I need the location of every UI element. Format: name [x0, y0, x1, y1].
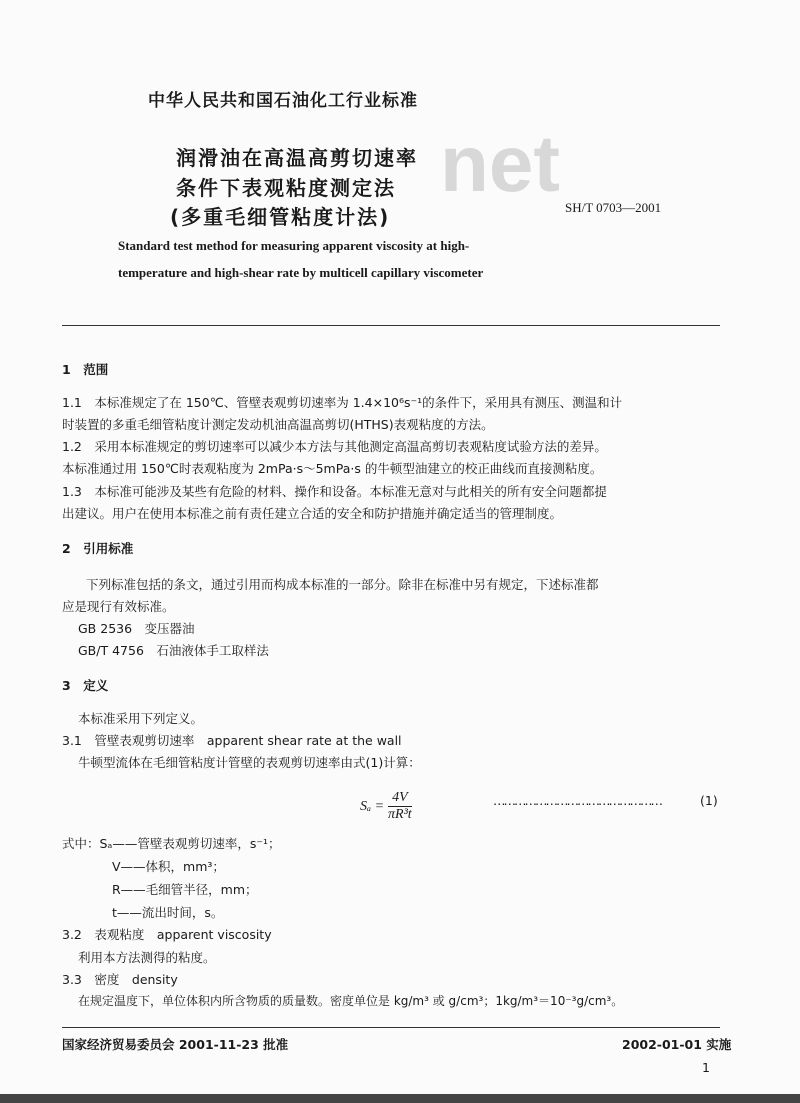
para: 1.1 本标准规定了在 150℃、管壁表观剪切速率为 1.4×10⁶s⁻¹的条件下，采用具有测压、测温和计 [62, 395, 623, 410]
title-line-2: 条件下表观粘度测定法 [176, 176, 396, 200]
formula-numerator: 4V [388, 790, 412, 807]
section-3-heading: 3 定义 [62, 678, 109, 693]
para: 牛顿型流体在毛细管粘度计管壁的表观剪切速率由式(1)计算： [78, 755, 421, 770]
divider [62, 325, 720, 326]
para: 出建议。用户在使用本标准之前有责任建立合适的安全和防护措施并确定适当的管理制度。 [62, 506, 563, 521]
standard-code: SH/T 0703—2001 [565, 200, 662, 215]
definition-heading: 3.3 密度 density [62, 972, 178, 987]
variable-def: 式中：Sₐ——管壁表观剪切速率，s⁻¹； [62, 836, 281, 851]
reference: GB 2536 变压器油 [78, 621, 195, 636]
formula-number: (1) [700, 793, 718, 808]
page-number: 1 [702, 1060, 710, 1075]
para: 应是现行有效标准。 [62, 599, 175, 614]
formula-denominator: πR³t [388, 807, 412, 822]
section-1-heading: 1 范围 [62, 362, 109, 377]
fraction [388, 790, 412, 823]
variable-def: R——毛细管半径，mm； [112, 882, 258, 897]
para: 利用本方法测得的粘度。 [78, 950, 216, 965]
title-line-3: (多重毛细管粘度计法) [170, 205, 391, 229]
definition-heading: 3.2 表观粘度 apparent viscosity [62, 927, 272, 942]
formula-lhs: Sₐ = [360, 798, 385, 814]
scan-edge [0, 1094, 800, 1103]
standard-header: 中华人民共和国石油化工行业标准 [148, 91, 418, 111]
formula-leader: ………………………………………… [493, 793, 661, 808]
title-line-1: 润滑油在高温高剪切速率 [176, 146, 418, 170]
para: 1.3 本标准可能涉及某些有危险的材料、操作和设备。本标准无意对与此相关的所有安全问题都提 [62, 484, 607, 499]
footer-divider [62, 1027, 720, 1028]
para: 1.2 采用本标准规定的剪切速率可以减少本方法与其他测定高温高剪切表观粘度试验方法的差异。 [62, 439, 607, 454]
watermark: net [440, 119, 560, 208]
reference: GB/T 4756 石油液体手工取样法 [78, 643, 269, 658]
para: 本标准通过用 150℃时表观粘度为 2mPa·s～5mPa·s 的牛顿型油建立的校正曲线而直接测粘度。 [62, 461, 603, 476]
para: 在规定温度下，单位体积内所含物质的质量数。密度单位是 kg/m³ 或 g/cm³；1kg/m³＝10⁻³g/cm³。 [78, 994, 624, 1008]
english-title-2: temperature and high-shear rate by multicell capillary viscometer [118, 265, 484, 280]
english-title-1: Standard test method for measuring apparent viscosity at high- [118, 238, 470, 253]
formula [360, 790, 412, 823]
para: 本标准采用下列定义。 [78, 711, 204, 726]
effective-date: 2002-01-01 实施 [622, 1037, 732, 1052]
para: 时装置的多重毛细管粘度计测定发动机油高温高剪切(HTHS)表观粘度的方法。 [62, 417, 494, 432]
definition-heading: 3.1 管壁表观剪切速率 apparent shear rate at the wall [62, 733, 402, 748]
para: 下列标准包括的条文，通过引用而构成本标准的一部分。除非在标准中另有规定，下述标准都 [86, 577, 599, 592]
section-2-heading: 2 引用标准 [62, 541, 134, 556]
variable-def: V——体积，mm³； [112, 859, 225, 874]
approval-date: 国家经济贸易委员会 2001-11-23 批准 [62, 1037, 289, 1052]
variable-def: t——流出时间，s。 [112, 905, 224, 920]
